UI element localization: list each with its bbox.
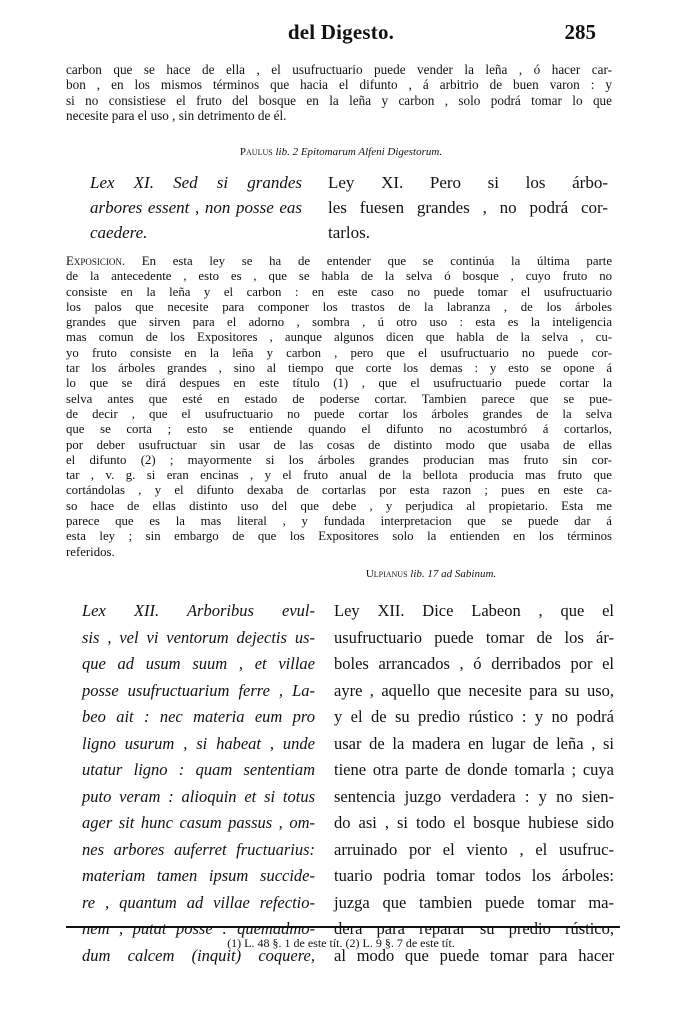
- exposicion-paragraph: [66, 254, 612, 560]
- text-line: si no consistiese el fruto del bosque en la leña y carbon , solo podrá tomar lo que: [66, 92, 612, 108]
- text-line: sis , vel vi ventorum dejectis us-: [82, 627, 315, 647]
- intro-paragraph: [66, 62, 612, 124]
- text-line: re , quantum ad villae refectio-: [82, 892, 315, 912]
- text-line: consiste en la leña y el carbon : en este caso no puede tomar el usufructuario: [66, 284, 612, 299]
- text-line: dum calcem (inquit) coquere,: [82, 945, 315, 965]
- text-line: usufructuario puede tomar de los ár-: [334, 627, 614, 647]
- text-line: arbores essent , non posse eas: [90, 198, 302, 217]
- text-line: que ad usum suum , et villae: [82, 654, 315, 673]
- text-line: posse usufructuarium ferre , La-: [82, 680, 315, 700]
- text-line: ligno usurum , si habeat , unde: [82, 733, 315, 753]
- lex-xi-spanish: [328, 170, 608, 245]
- text-line: grandes que sirven para el adorno , sombra , ú otro uso : esta es la inteligencia: [66, 315, 612, 330]
- text-line: Ley XII. Dice Labeon , que el: [334, 601, 614, 620]
- footnotes: (1) L. 48 §. 1 de este tít. (2) L. 9 §. 7 de este tít.: [227, 936, 455, 950]
- text-line: referidos.: [66, 544, 115, 559]
- text-line: esta ley ; sin embargo de que los Expositores solo la entienden en los términos: [66, 529, 612, 544]
- text-line: parece que es la mas literal , y fundada interpretacion que se puede dar á: [66, 514, 612, 529]
- text-line: caedere.: [90, 223, 148, 242]
- lex-xi-latin: [90, 170, 302, 245]
- citation-work: lib. 2 Epitomarum Alfeni Digestorum.: [275, 146, 443, 158]
- text-line: ayre , aquello que necesite para su uso,: [334, 680, 614, 700]
- text-line: utatur ligno : quam sententiam: [82, 760, 315, 779]
- text-line: necesite para el uso , sin detrimento de él.: [66, 108, 287, 124]
- text-line: nem , putat posse : quemadmo-: [82, 919, 315, 938]
- text-line: bon , en los mismos términos que hacia el difunto , á arbitrio de buen varon : y: [66, 77, 612, 93]
- text-line: mas comun de los Expositores , aunque algunos dicen que habla de la selva , cu-: [66, 330, 612, 345]
- text-line: tiene otra parte de donde tomarla ; cuya: [334, 760, 614, 779]
- text-line: ager sit hunc casum passus , om-: [82, 813, 315, 832]
- text-line: de decir , que el usufructuario no puede cortar los árboles grandes de la selva: [66, 406, 612, 421]
- text-line: tarlos.: [328, 223, 371, 242]
- footnote-rule: [66, 926, 620, 928]
- text-line: usar de la madera en lugar de leña , si: [334, 733, 614, 753]
- text-line: juzga que tambien puede tomar ma-: [334, 892, 614, 912]
- text-line: sentencia juzgo verdadera : y no sien-: [334, 786, 614, 806]
- text-line: lo que se dirá despues en este título (1) , que el usufructuario puede cortar la: [66, 376, 612, 391]
- text-line: yo fruto consiste en la leña y carbon , pero que el usufructuario no puede cor-: [66, 345, 612, 360]
- text-line: que se corta ; esto se entiende quando el difunto no acostumbró á cortarlos,: [66, 422, 612, 437]
- text-line: de la antecedente , esto es , que se habla de la selva ó bosque , cuyo fruto no: [66, 269, 612, 284]
- text-line: Ley XI. Pero si los árbo-: [328, 173, 608, 192]
- text-line: el difunto (2) ; mayormente si los árboles grandes producian mas fruto sin cor-: [66, 452, 612, 467]
- text-line: los palos que necesite para componer los trastos de la labranza , de los árboles: [66, 299, 612, 314]
- lex-xii-latin: [82, 598, 315, 969]
- text-line: les fuesen grandes , no podrá cor-: [328, 198, 608, 217]
- text-line: Lex XI. Sed si grandes: [90, 173, 302, 192]
- text-line: carbon que se hace de ella , el usufructuario puede vender la leña , ó hacer car-: [66, 62, 612, 77]
- text-line: do asi , si todo el bosque hubiese sido: [334, 813, 614, 832]
- text-line: so hace de ellas distinto uso del que debe , y perjudica al propietario. Esta me: [66, 498, 612, 513]
- text-line: puto veram : alioquin et si totus: [82, 786, 315, 806]
- lex-xii-spanish: [334, 598, 614, 969]
- page-number: 285: [564, 20, 596, 44]
- text-line: nes arbores auferret fructuarius:: [82, 839, 315, 859]
- text-line: selva antes que esté en estado de poderse cortar. Tambien parece que se pue-: [66, 391, 612, 406]
- text-line: tar , v. g. si eran encinas , y el fruto anual de la bellota producia mas fruto que: [66, 468, 612, 483]
- text-line: arruinado por el viento , el usufruc-: [334, 839, 614, 859]
- text-line: tar los árboles grandes , sino al tiempo que corte los demas : y esto se opone á: [66, 361, 612, 376]
- text-line: Lex XII. Arboribus evul-: [82, 601, 315, 620]
- text-line: cortándolas , y el difunto dexaba de cortarlas por esta razon ; pues en este ca-: [66, 483, 612, 498]
- citation-author: Paulus: [239, 146, 273, 158]
- running-head: del Digesto.: [287, 20, 395, 44]
- text-line: por deber usufructuar sin usar de las cosas de distinto modo que usaba de ellas: [66, 437, 612, 452]
- citation-ulpianus: [90, 568, 682, 580]
- text-line: y el de su predio rústico : y no podrá: [334, 707, 614, 726]
- citation-paulus: [0, 146, 682, 158]
- text-line: beo ait : nec materia eum pro: [82, 707, 315, 726]
- text-line: dera para reparar su predio rústico,: [334, 919, 614, 938]
- citation-author: Ulpianus: [365, 568, 408, 580]
- text-line: al modo que puede tomar para hacer: [334, 945, 614, 965]
- text-line: tuario podria tomar todos los árboles:: [334, 866, 614, 885]
- citation-work: lib. 17 ad Sabinum.: [410, 568, 497, 580]
- text-line: Exposicion. En esta ley se ha de entender que se continúa la última parte: [66, 254, 612, 268]
- text-line: materiam tamen ipsum succide-: [82, 866, 315, 885]
- exposicion-label: Exposicion.: [66, 254, 126, 268]
- text-line: boles arrancados , ó derribados por el: [334, 654, 614, 673]
